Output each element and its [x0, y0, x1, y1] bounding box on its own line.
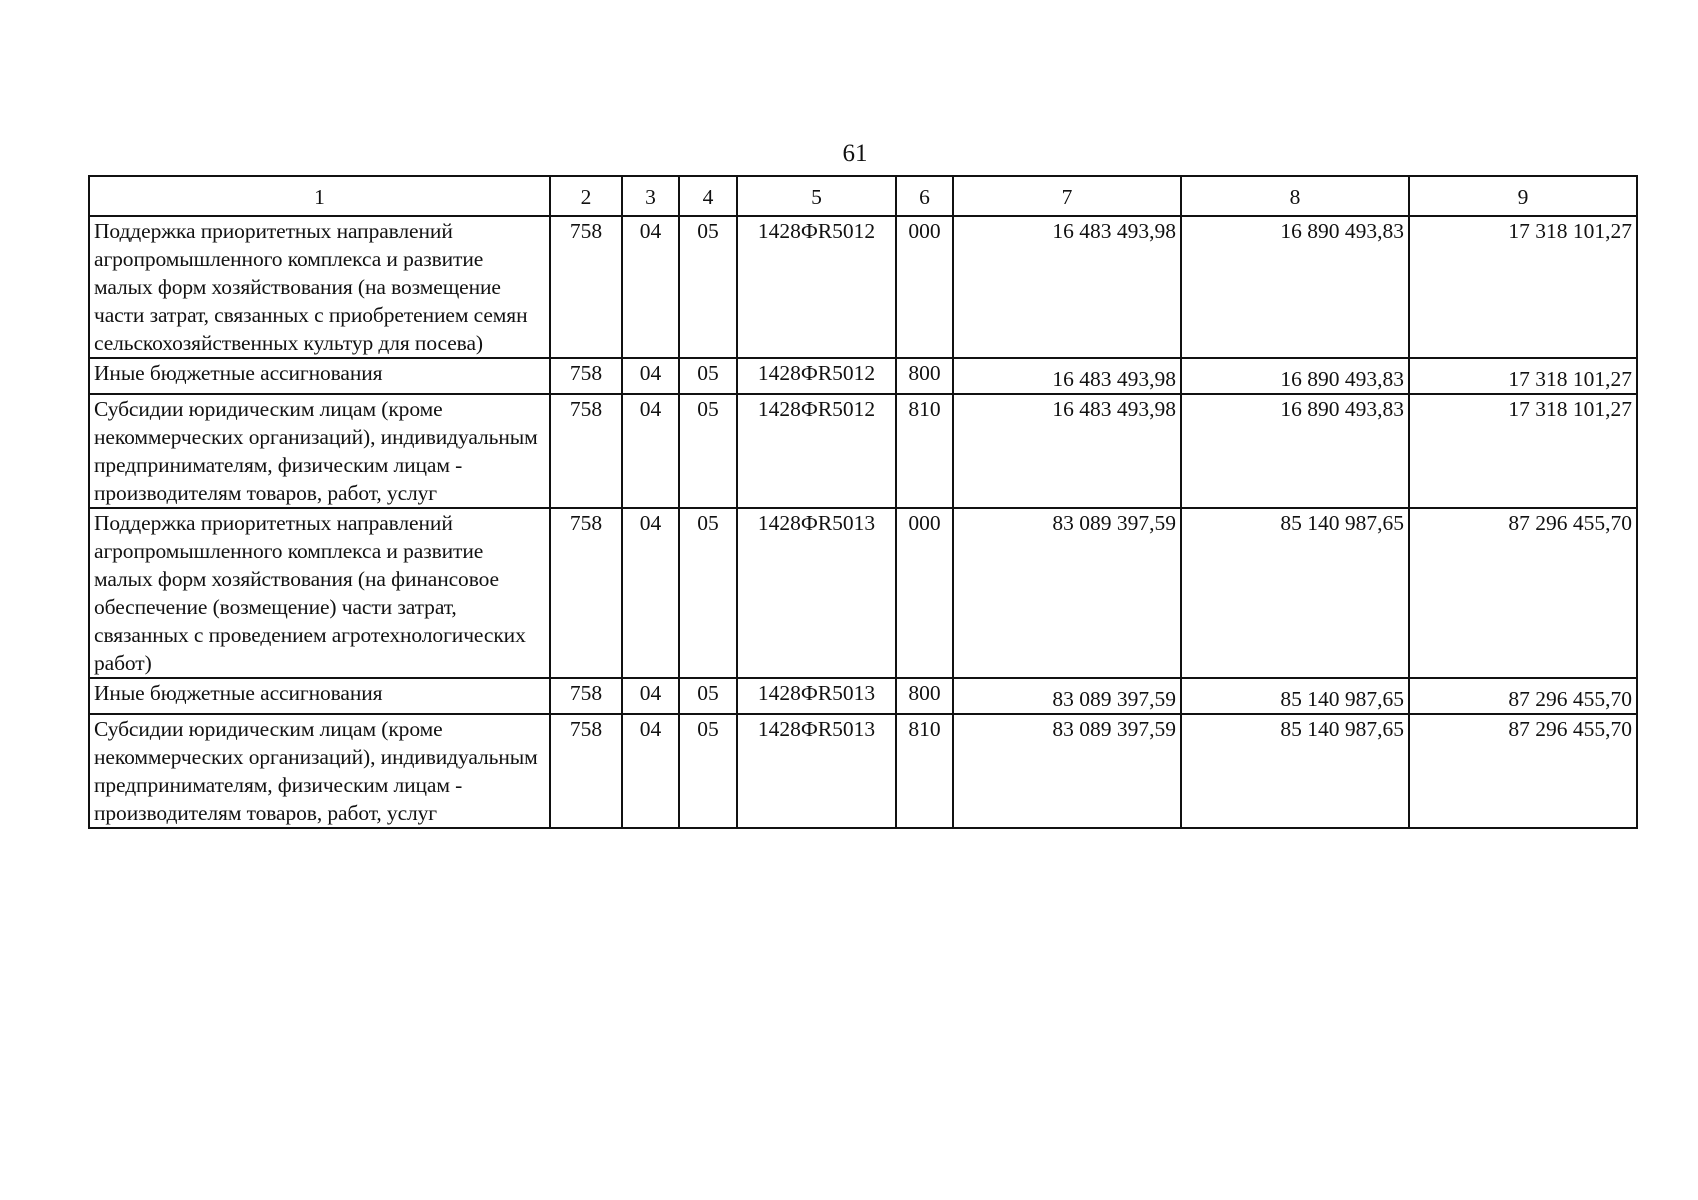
- row-section: 04: [622, 394, 679, 508]
- row-sum-col9: 87 296 455,70: [1409, 678, 1637, 714]
- row-sum-col7: 16 483 493,98: [953, 394, 1181, 508]
- header-col-1: 1: [89, 176, 550, 216]
- row-sum-col7: 83 089 397,59: [953, 714, 1181, 828]
- budget-table: [88, 175, 1638, 829]
- row-target-article: 1428ФR5013: [737, 714, 896, 828]
- row-sum-col8: 85 140 987,65: [1181, 678, 1409, 714]
- row-expense-type: 810: [896, 714, 953, 828]
- row-grbs: 758: [550, 508, 622, 678]
- header-col-9: 9: [1409, 176, 1637, 216]
- header-col-7: 7: [953, 176, 1181, 216]
- row-target-article: 1428ФR5013: [737, 508, 896, 678]
- row-sum-col7: 16 483 493,98: [953, 358, 1181, 394]
- row-name: Поддержка приоритетных направлений агропромышленного комплекса и развитие малых форм хозяйствования (на возмещение части затрат, связанных с приобретением семян сельскохозяйственных культур для посева): [89, 216, 550, 358]
- row-name: Иные бюджетные ассигнования: [89, 358, 550, 394]
- row-section: 04: [622, 216, 679, 358]
- row-target-article: 1428ФR5012: [737, 394, 896, 508]
- row-section: 04: [622, 358, 679, 394]
- row-sum-col8: 16 890 493,83: [1181, 216, 1409, 358]
- row-grbs: 758: [550, 714, 622, 828]
- row-grbs: 758: [550, 394, 622, 508]
- header-col-3: 3: [622, 176, 679, 216]
- row-expense-type: 000: [896, 216, 953, 358]
- row-expense-type: 800: [896, 678, 953, 714]
- row-sum-col8: 85 140 987,65: [1181, 714, 1409, 828]
- row-name: Иные бюджетные ассигнования: [89, 678, 550, 714]
- row-expense-type: 000: [896, 508, 953, 678]
- table-row: [89, 394, 1637, 508]
- table-row: [89, 678, 1637, 714]
- row-subsection: 05: [679, 678, 737, 714]
- row-sum-col7: 83 089 397,59: [953, 508, 1181, 678]
- table-row: [89, 358, 1637, 394]
- row-section: 04: [622, 508, 679, 678]
- row-expense-type: 800: [896, 358, 953, 394]
- row-section: 04: [622, 678, 679, 714]
- header-col-2: 2: [550, 176, 622, 216]
- row-grbs: 758: [550, 678, 622, 714]
- row-grbs: 758: [550, 358, 622, 394]
- row-sum-col9: 87 296 455,70: [1409, 508, 1637, 678]
- header-col-6: 6: [896, 176, 953, 216]
- table-header-row: [89, 176, 1637, 216]
- row-subsection: 05: [679, 714, 737, 828]
- row-sum-col7: 16 483 493,98: [953, 216, 1181, 358]
- table-row: [89, 714, 1637, 828]
- row-target-article: 1428ФR5012: [737, 216, 896, 358]
- row-name: Субсидии юридическим лицам (кроме некоммерческих организаций), индивидуальным предпринимателям, физическим лицам - производителям товаров, работ, услуг: [89, 394, 550, 508]
- row-sum-col9: 17 318 101,27: [1409, 358, 1637, 394]
- row-name: Субсидии юридическим лицам (кроме некоммерческих организаций), индивидуальным предпринимателям, физическим лицам - производителям товаров, работ, услуг: [89, 714, 550, 828]
- row-subsection: 05: [679, 394, 737, 508]
- row-target-article: 1428ФR5012: [737, 358, 896, 394]
- row-sum-col9: 87 296 455,70: [1409, 714, 1637, 828]
- page-number: 61: [842, 140, 868, 167]
- row-section: 04: [622, 714, 679, 828]
- row-sum-col8: 16 890 493,83: [1181, 358, 1409, 394]
- row-name: Поддержка приоритетных направлений агропромышленного комплекса и развитие малых форм хозяйствования (на финансовое обеспечение (возмещение) части затрат, связанных с проведением агротехнологических работ): [89, 508, 550, 678]
- row-sum-col8: 16 890 493,83: [1181, 394, 1409, 508]
- row-sum-col7: 83 089 397,59: [953, 678, 1181, 714]
- row-expense-type: 810: [896, 394, 953, 508]
- row-sum-col9: 17 318 101,27: [1409, 216, 1637, 358]
- row-subsection: 05: [679, 216, 737, 358]
- row-grbs: 758: [550, 216, 622, 358]
- header-col-4: 4: [679, 176, 737, 216]
- table-row: [89, 216, 1637, 358]
- table-row: [89, 508, 1637, 678]
- row-subsection: 05: [679, 508, 737, 678]
- row-sum-col9: 17 318 101,27: [1409, 394, 1637, 508]
- row-target-article: 1428ФR5013: [737, 678, 896, 714]
- header-col-8: 8: [1181, 176, 1409, 216]
- row-sum-col8: 85 140 987,65: [1181, 508, 1409, 678]
- row-subsection: 05: [679, 358, 737, 394]
- header-col-5: 5: [737, 176, 896, 216]
